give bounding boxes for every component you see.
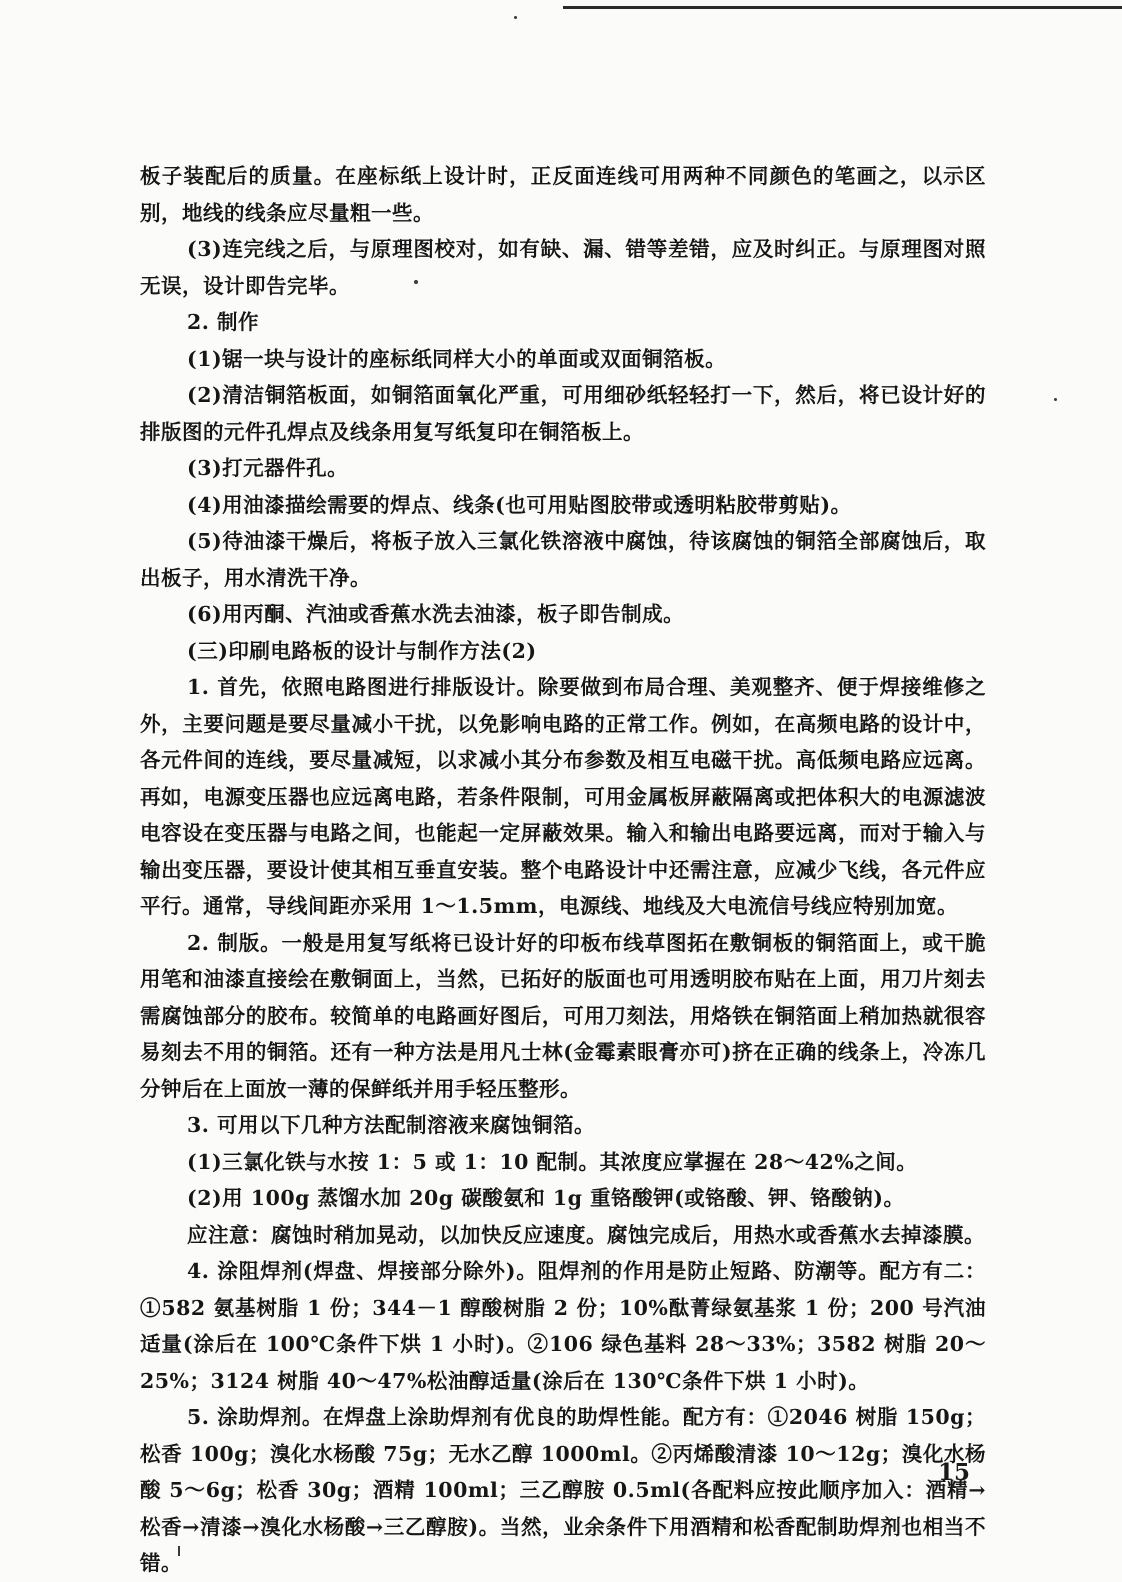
paragraph-etching-methods: 3. 可用以下几种方法配制溶液来腐蚀铜箔。 — [187, 1113, 596, 1137]
section-heading: (三)印刷电路板的设计与制作方法(2) — [187, 638, 537, 663]
paragraph-flux: 5. 涂助焊剂。在焊盘上涂助焊剂有优良的助焊性能。配方有：①2046 树脂 150g；松香 100g；溴化水杨酸 75g；无水乙醇 1000ml。②丙烯酸清漆 10～12g；溴化水杨酸 5～6g；松香 30g；酒精 100ml；三乙醇胺 0.5ml(各配料应按此顺序加入：酒精→松香→清漆→溴化水杨酸→三乙醇胺)。当然，业余条件下用酒精和松香配制助焊剂也相当不错。 — [140, 1405, 986, 1575]
paragraph-step-6: (6)用丙酮、汽油或香蕉水洗去油漆，板子即告制成。 — [187, 602, 685, 626]
paragraph-note: 应注意：腐蚀时稍加晃动，以加快反应速度。腐蚀完成后，用热水或香蕉水去掉漆膜。 — [187, 1222, 985, 1247]
top-rule — [563, 6, 1122, 9]
paragraph-etch-solution-1: (1)三氯化铁与水按 1：5 或 1：10 配制。其浓度应掌握在 28～42%之间。 — [187, 1149, 918, 1174]
paragraph-step-2: (2)清洁铜箔板面，如铜箔面氧化严重，可用细砂纸轻轻打一下，然后，将已设计好的排版图的元件孔焊点及线条用复写纸复印在铜箔板上。 — [140, 383, 986, 444]
paragraph-2: (3)连完线之后，与原理图校对，如有缺、漏、错等差错，应及时纠正。与原理图对照无误，设计即告完毕。 — [140, 237, 986, 298]
scan-speck — [1054, 398, 1057, 401]
paragraph-step-3: (3)打元器件孔。 — [187, 456, 349, 480]
heading-production: 2. 制作 — [187, 310, 260, 334]
page-number: 15 — [938, 1459, 971, 1486]
paragraph-etch-solution-2: (2)用 100g 蒸馏水加 20g 碳酸氨和 1g 重铬酸钾(或铬酸、钾、铬酸钠)。 — [187, 1186, 905, 1210]
paragraph-step-5: (5)待油漆干燥后，将板子放入三氯化铁溶液中腐蚀，待该腐蚀的铜箔全部腐蚀后，取出板子，用水清洗干净。 — [140, 529, 986, 590]
paragraph-step-4: (4)用油漆描绘需要的焊点、线条(也可用贴图胶带或透明粘胶带剪贴)。 — [187, 492, 852, 517]
paragraph-solder-resist: 4. 涂阻焊剂(焊盘、焊接部分除外)。阻焊剂的作用是防止短路、防潮等。配方有二：①582 氨基树脂 1 份；344－1 醇酸树脂 2 份；10%酞菁绿氨基浆 1 份；200 号汽油适量(涂后在 100℃条件下烘 1 小时)。②106 绿色基料 28～33%；3582 树脂 20～25%；3124 树脂 40～47%松油醇适量(涂后在 130℃条件下烘 1 小时)。 — [140, 1259, 986, 1393]
document-body — [140, 158, 986, 1582]
scan-speck — [514, 16, 517, 19]
paragraph-step-1: (1)锯一块与设计的座标纸同样大小的单面或双面铜箔板。 — [187, 346, 727, 371]
paragraph-plate-making: 2. 制版。一般是用复写纸将已设计好的印板布线草图拓在敷铜板的铜箔面上，或干脆用笔和油漆直接绘在敷铜面上，当然，已拓好的版面也可用透明胶布贴在上面，用刀片刻去需腐蚀部分的胶布。较简单的电路画好图后，可用刀刻法，用烙铁在铜箔面上稍加热就很容易刻去不用的铜箔。还有一种方法是用凡士林(金霉素眼膏亦可)挤在正确的线条上，冷冻几分钟后在上面放一薄的保鲜纸并用手轻压整形。 — [140, 930, 986, 1101]
paragraph-layout-design: 1. 首先，依照电路图进行排版设计。除要做到布局合理、美观整齐、便于焊接维修之外，主要问题是要尽量减小干扰，以免影响电路的正常工作。例如，在高频电路的设计中，各元件间的连线，要尽量减短，以求减小其分布参数及相互电磁干扰。高低频电路应远离。再如，电源变压器也应远离电路，若条件限制，可用金属板屏蔽隔离或把体积大的电源滤波电容设在变压器与电路之间，也能起一定屏蔽效果。输入和输出电路要远离，而对于输入与输出变压器，要设计使其相互垂直安装。整个电路设计中还需注意，应减少飞线，各元件应平行。通常，导线间距亦采用 1～1.5mm，电源线、地线及大电流信号线应特别加宽。 — [140, 675, 986, 918]
paragraph-1: 板子装配后的质量。在座标纸上设计时，正反面连线可用两种不同颜色的笔画之，以示区别，地线的线条应尽量粗一些。 — [140, 164, 986, 225]
